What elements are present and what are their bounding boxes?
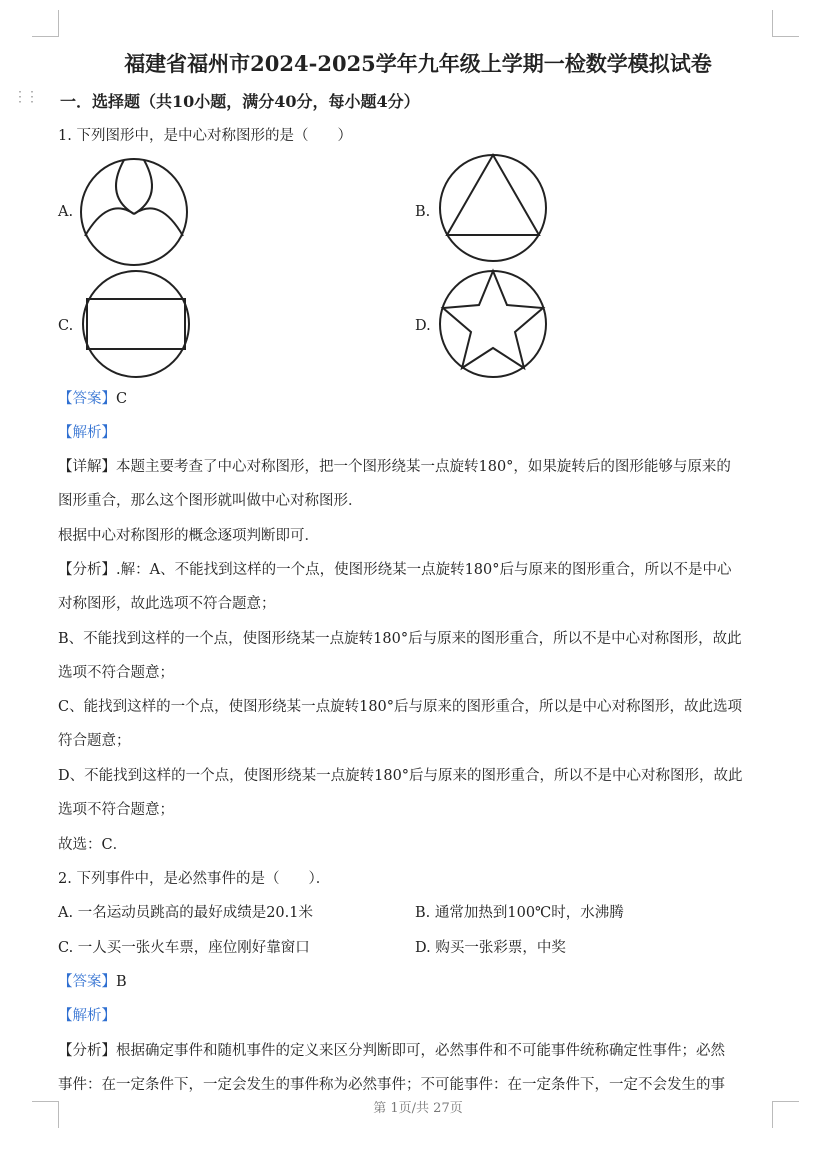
q1-line: 故选：C． <box>58 837 128 853</box>
crop-mark-top-right <box>772 10 799 37</box>
q1-line: 图形重合，那么这个图形就叫做中心对称图形． <box>58 493 363 509</box>
q1-answer <box>58 389 127 409</box>
q1-line: B、不能找到这样的一个点，使图形绕某一点旋转180°后与原来的图形重合，所以不是中心对称图形，故此 <box>58 631 742 647</box>
q1-line: C、能找到这样的一个点，使图形绕某一点旋转180°后与原来的图形重合，所以是中心对称图形，故此选项 <box>58 699 743 715</box>
answer-value: B <box>116 974 127 990</box>
q1-line: 选项不符合题意； <box>58 665 174 681</box>
crop-mark-top-left <box>32 10 59 37</box>
q2-option-c: C. 一人买一张火车票，座位刚好靠窗口 <box>58 940 310 956</box>
q2-stem: 2. 下列事件中，是必然事件的是（ ）． <box>58 871 331 887</box>
q2-option-d: D. 购买一张彩票，中奖 <box>415 940 566 956</box>
q1-line: 根据中心对称图形的概念逐项判断即可． <box>58 528 319 544</box>
q1-option-b-label: B. <box>415 204 431 220</box>
q1-line: 【分析】.解：A、不能找到这样的一个点，使图形绕某一点旋转180°后与原来的图形重合，所以不是中心 <box>58 562 732 578</box>
q1-figure-c-icon <box>80 268 192 380</box>
q1-figure-b-icon <box>437 152 549 264</box>
q1-line: 【详解】本题主要考查了中心对称图形，把一个图形绕某一点旋转180°，如果旋转后的图形能够与原来的 <box>58 459 731 475</box>
q1-option-d-label: D. <box>415 318 431 334</box>
section-heading: 一．选择题（共10小题，满分40分，每小题4分） <box>60 92 420 111</box>
drag-handle-icon[interactable]: ⋮⋮ <box>13 89 37 105</box>
q1-line: 符合题意； <box>58 733 131 749</box>
q2-line: 事件：在一定条件下，一定会发生的事件称为必然事件；不可能事件：在一定条件下，一定不会发生的事 <box>58 1077 725 1093</box>
q1-line: 选项不符合题意； <box>58 802 174 818</box>
page-title: 福建省福州市2024-2025学年九年级上学期一检数学模拟试卷 <box>124 51 712 76</box>
q1-line: 对称图形，故此选项不符合题意； <box>58 596 276 612</box>
answer-tag: 【答案】 <box>58 974 116 990</box>
q2-option-a: A. 一名运动员跳高的最好成绩是20.1米 <box>58 905 313 921</box>
q2-answer <box>58 972 127 992</box>
q1-stem: 1. 下列图形中，是中心对称图形的是（ ） <box>58 128 352 144</box>
q1-line: D、不能找到这样的一个点，使图形绕某一点旋转180°后与原来的图形重合，所以不是中心对称图形，故此 <box>58 768 743 784</box>
q2-option-b: B. 通常加热到100℃时，水沸腾 <box>415 905 624 921</box>
page-footer: 第 1页/共 27页 <box>373 1101 463 1116</box>
q2-analysis-tag: 【解析】 <box>58 1008 116 1024</box>
q1-option-c-label: C. <box>58 318 74 334</box>
q1-figure-a-icon <box>78 156 190 268</box>
answer-value: C <box>116 391 128 407</box>
q1-option-a-label: A. <box>58 204 74 220</box>
q2-line: 【分析】根据确定事件和随机事件的定义来区分判断即可，必然事件和不可能事件统称确定性事件；必然 <box>58 1043 725 1059</box>
q1-figure-d-icon <box>437 268 549 380</box>
q1-analysis-tag: 【解析】 <box>58 425 116 441</box>
answer-tag: 【答案】 <box>58 391 116 407</box>
